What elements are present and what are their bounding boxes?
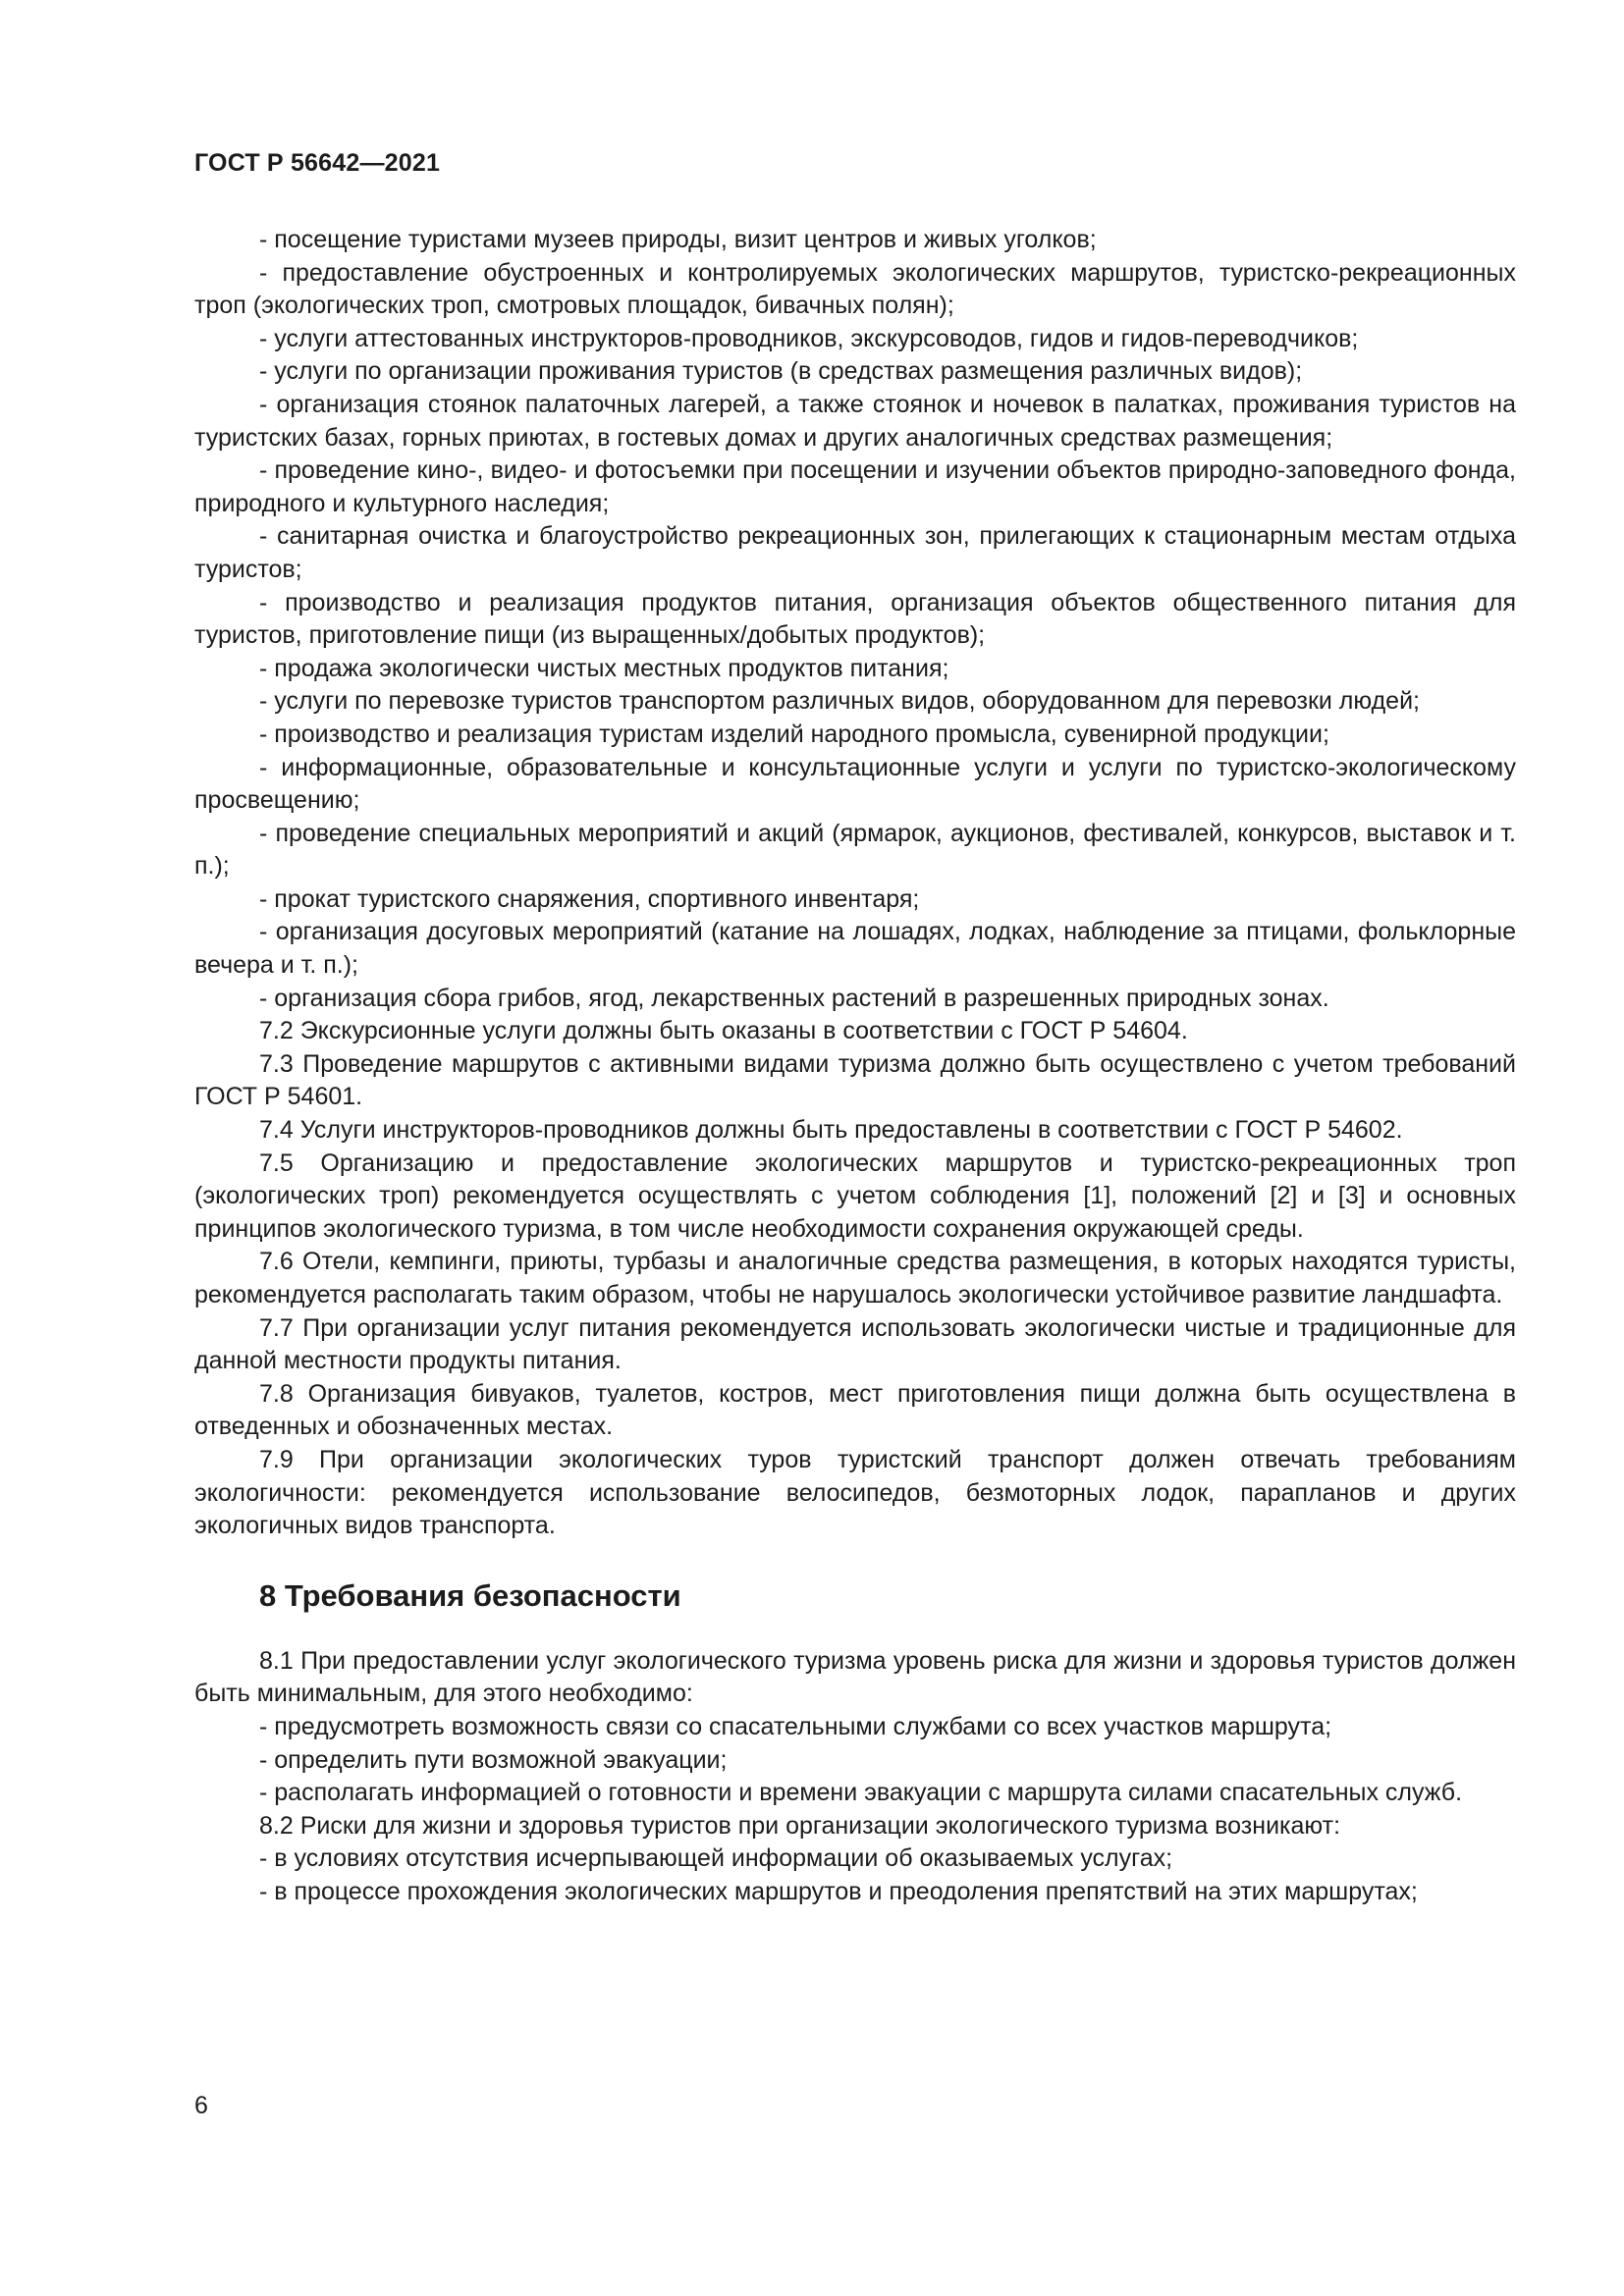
clause-8-1: 8.1 При предоставлении услуг экологического туризма уровень риска для жизни и здоровья туристов должен быть минимальным, для этого необходимо: <box>194 1646 1516 1708</box>
list-item: - предоставление обустроенных и контролируемых экологических маршрутов, туристско-рекреационных троп (экологических троп, смотровых площадок, бивачных полян); <box>194 258 1516 320</box>
list-item: - предусмотреть возможность связи со спасательными службами со всех участков маршрута; <box>259 1712 1332 1740</box>
page-number: 6 <box>194 2092 208 2119</box>
list-item: - проведение специальных мероприятий и акций (ярмарок, аукционов, фестивалей, конкурсов, выставок и т. п.); <box>194 819 1516 881</box>
list-item: - санитарная очистка и благоустройство рекреационных зон, прилегающих к стационарным местам отдыха туристов; <box>194 522 1516 583</box>
clause-7-2: 7.2 Экскурсионные услуги должны быть оказаны в соответствии с ГОСТ Р 54604. <box>259 1017 1188 1045</box>
section-8-heading: 8 Требования безопасности <box>259 1577 681 1613</box>
list-item: - услуги аттестованных инструкторов-проводников, экскурсоводов, гидов и гидов-переводчиков; <box>259 324 1359 352</box>
list-item: - организация сбора грибов, ягод, лекарственных растений в разрешенных природных зонах. <box>259 984 1329 1012</box>
list-item: - информационные, образовательные и консультационные услуги и услуги по туристско-экологическому просвещению; <box>194 753 1516 815</box>
document-code-header: ГОСТ Р 56642—2021 <box>194 149 441 177</box>
clause-7-6: 7.6 Отели, кемпинги, приюты, турбазы и аналогичные средства размещения, в которых находятся туристы, рекомендуется располагать таким образом, чтобы не нарушалось экологически устойчивое развитие ландшафта. <box>194 1248 1516 1308</box>
clause-7-3: 7.3 Проведение маршрутов с активными видами туризма должно быть осуществлено с учетом требований ГОСТ Р 54601. <box>194 1049 1516 1111</box>
list-item: - располагать информацией о готовности и времени эвакуации с маршрута силами спасательных служб. <box>259 1779 1463 1807</box>
list-item: - услуги по организации проживания туристов (в средствах размещения различных видов); <box>259 357 1303 386</box>
list-item: - посещение туристами музеев природы, визит центров и живых уголков; <box>259 226 1097 253</box>
list-item: - производство и реализация туристам изделий народного промысла, сувенирной продукции; <box>259 720 1329 748</box>
list-item: - проведение кино-, видео- и фотосъемки при посещении и изучении объектов природно-заповедного фонда, природного и культурного наследия; <box>194 456 1516 517</box>
list-item: - прокат туристского снаряжения, спортивного инвентаря; <box>259 884 920 913</box>
list-item: - определить пути возможной эвакуации; <box>259 1745 728 1774</box>
clause-7-4: 7.4 Услуги инструкторов-проводников должны быть предоставлены в соответствии с ГОСТ Р 54602. <box>259 1116 1403 1145</box>
clause-7-5: 7.5 Организацию и предоставление экологических маршрутов и туристско-рекреационных троп (экологических троп) рекомендуется осуществлять с учетом соблюдения [1], положений [2] и [3] и основных принципов экологического туризма, в том числе необходимости сохранения окружающей среды. <box>194 1148 1516 1243</box>
list-item: - услуги по перевозке туристов транспортом различных видов, оборудованном для перевозки людей; <box>259 687 1420 716</box>
clause-7-9: 7.9 При организации экологических туров туристский транспорт должен отвечать требованиям экологичности: рекомендуется использование велосипедов, безмоторных лодок, парапланов и других экологичных видов транспорта. <box>194 1445 1516 1540</box>
document-body <box>194 224 1516 1909</box>
list-item: - продажа экологически чистых местных продуктов питания; <box>259 654 949 682</box>
list-item: - в процессе прохождения экологических маршрутов и преодоления препятствий на этих маршрутах; <box>259 1877 1418 1905</box>
list-item: - в условиях отсутствия исчерпывающей информации об оказываемых услугах; <box>259 1844 1173 1873</box>
clause-7-7: 7.7 При организации услуг питания рекомендуется использовать экологически чистые и традиционные для данной местности продукты питания. <box>194 1313 1516 1375</box>
clause-8-2: 8.2 Риски для жизни и здоровья туристов при организации экологического туризма возникают: <box>259 1811 1341 1840</box>
clause-7-8: 7.8 Организация бивуаков, туалетов, костров, мест приготовления пищи должна быть осуществлена в отведенных и обозначенных местах. <box>194 1379 1516 1441</box>
list-item: - организация стоянок палаточных лагерей, а также стоянок и ночевок в палатках, проживания туристов на туристских базах, горных приютах, в гостевых домах и других аналогичных средствах размещения; <box>194 390 1516 452</box>
list-item: - организация досуговых мероприятий (катание на лошадях, лодках, наблюдение за птицами, фольклорные вечера и т. п.); <box>194 918 1516 980</box>
list-item: - производство и реализация продуктов питания, организация объектов общественного питания для туристов, приготовление пищи (из выращенных/добытых продуктов); <box>194 588 1516 650</box>
